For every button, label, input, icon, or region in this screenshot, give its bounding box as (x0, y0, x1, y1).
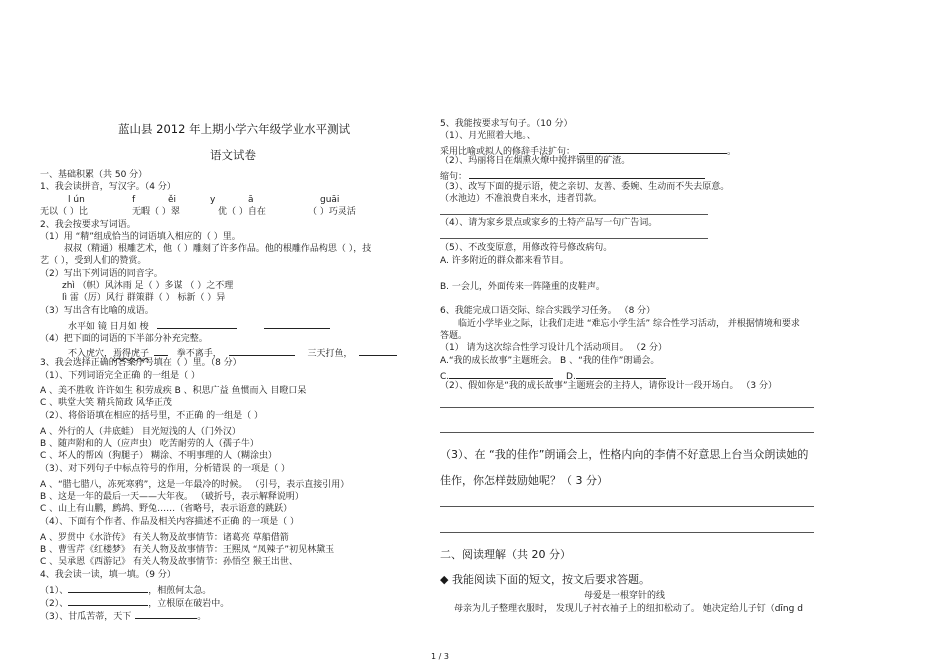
answer-blank[interactable] (135, 609, 197, 619)
q6-3-line-1: （3）、在 “我的佳作”朗诵会上，性格内向的李倩不好意思上台当众朗读她的 (440, 448, 809, 461)
q4-3 (40, 609, 206, 623)
q2-2-a: zhì （帜）风沐雨 足（ ）多谋 （ ）之不理 (62, 281, 234, 291)
q2-heading: 2、我会按要求写词语。 (40, 220, 136, 230)
q2-3-a (68, 319, 330, 333)
q5-2: （2）、玛丽将日在烟熏火燎中搅拌锅里的矿渣。 (440, 156, 631, 166)
option-d-label: D. (566, 372, 576, 382)
q6-intro-1: 临近小学毕业之际，让我们走进 “难忘小学生活” 综合性学习活动， 并根据情境和要求 (458, 319, 800, 329)
q1-word-2: 无暇（ ）翠 (132, 207, 180, 217)
q3-3-a: A 、“腊七腊八，冻死寒鸦”，这是一年最冷的时候。 （引号，表示直接引用） (40, 480, 350, 490)
q3-1-b: C 、哄堂大笑 精兵简政 风华正茂 (40, 398, 172, 408)
q3-3-c: C 、山上有山鹏，鹧鸪、野兔……（省略号，表示语意的跳跃） (40, 504, 293, 514)
q6-heading: 6、我能完成口语交际、综合实践学习任务。 （8 分） (440, 306, 656, 316)
answer-blank[interactable] (154, 346, 168, 356)
answer-line[interactable] (440, 214, 708, 215)
q3-4: （4）、下面有个作者、作品及相关内容描述不正确 的一项是（ ） (40, 517, 299, 527)
pinyin-2: f (132, 195, 136, 205)
q6-3-line-2: 佳作，你怎样鼓励她呢？（ 3 分） (440, 474, 608, 487)
pinyin-4: y (210, 195, 216, 205)
exam-title: 蓝山县 2012 年上期小学六年级学业水平测试 (118, 122, 351, 136)
q2-2: （2）写出下列词语的同音字。 (40, 269, 163, 279)
q4-3-prefix: （3）、甘瓜苦蒂，天下 (40, 612, 132, 622)
answer-line[interactable] (440, 432, 814, 433)
q6-1-a: A.“我的成长故事”主题班会。 B 、“我的佳作”朗诵会。 (440, 356, 660, 366)
q5-4: （4）、请为家乡景点或家乡的土特产品写一句广告词。 (440, 218, 658, 228)
q3-2-a: A 、外行的人（井底蛙） 目光短浅的人（门外汉） (40, 427, 241, 437)
pinyin-5: ā (248, 195, 254, 205)
q1-word-4: （ ）巧灵活 (308, 207, 356, 217)
q3-4-b: B 、曹雪芹《红楼梦》 有关人物及故事情节：王熙凤 “凤辣子”初见林黛玉 (40, 545, 335, 555)
q5-3: （3）、改写下面的提示语，使之亲切、友善、委婉、生动而不失去原意。 (440, 182, 730, 192)
q5-3-a: （水池边）不准浪费自来水，违者罚款。 (440, 194, 603, 204)
answer-blank[interactable] (469, 169, 705, 179)
q3-heading: 3、我会选择正确的答案序号填在（ ）里。（8 分） (40, 358, 242, 368)
q4-2 (40, 596, 229, 610)
idiom-prefix-2: 拳不离手， (176, 349, 222, 359)
q4-heading: 4、我会读一读，填一填。（9 分） (40, 570, 176, 580)
answer-blank[interactable] (359, 346, 397, 356)
passage-title: 母爱是一根穿针的线 (584, 591, 666, 601)
answer-line[interactable] (440, 532, 814, 533)
q5-5: （5）、不改变原意，用修改符号修改病句。 (440, 243, 613, 253)
q2-3: （3）写出含有比喻的成语。 (40, 306, 154, 316)
answer-blank[interactable] (68, 596, 148, 606)
answer-blank[interactable] (576, 369, 666, 379)
section-2-heading: 二、阅读理解（共 20 分） (440, 548, 571, 561)
q1-word-1: 无以（ ）比 (40, 207, 88, 217)
idiom-wavy: 焉得虎子 (113, 349, 150, 359)
answer-blank[interactable] (264, 319, 330, 329)
q2-1: （1）用 “精”组成恰当的词语填入相应的（ ）里。 (40, 232, 241, 242)
option-c-label: C. (440, 372, 450, 382)
answer-line[interactable] (440, 506, 814, 507)
q1-heading: 1、我会读拼音，写汉字。（4 分） (40, 182, 176, 192)
q4-1 (40, 583, 211, 597)
answer-blank[interactable] (229, 346, 295, 356)
answer-blank[interactable] (157, 319, 237, 329)
q6-intro-2: 答题。 (440, 331, 468, 341)
q5-heading: 5、我能按要求写句子。（10 分） (440, 119, 573, 129)
q3-3-b: B 、这是一年的最后一天——大年夜。 （破折号，表示解释说明） (40, 492, 304, 502)
section-2-instruction: ◆ 我能阅读下面的短文，按文后要求答题。 (440, 573, 650, 586)
q2-4: （4）把下面的词语的下半部分补充完整。 (40, 334, 208, 344)
q3-2-b: B 、随声附和的人（应声虫） 吃苦耐劳的人（孺子牛） (40, 439, 259, 449)
section-1-heading: 一、基础积累（共 50 分） (40, 170, 148, 180)
answer-line[interactable] (440, 238, 708, 239)
q4-2-suffix: ，立根原在破岩中。 (148, 599, 230, 609)
q2-1-line-1: 叔叔（精通）根雕艺术，他（ ）雕刻了许多作品。他的根雕作品构思（ ），技 (64, 244, 372, 254)
q5-1: （1）、月光照着大地。、 (440, 131, 536, 141)
q4-1-prefix: （1）、 (40, 586, 69, 596)
q4-3-suffix: 。 (197, 612, 207, 622)
q5-2-label: 缩句： (440, 172, 468, 182)
answer-line[interactable] (440, 407, 814, 408)
q5-2-a (440, 169, 705, 183)
pinyin-3: ěi (168, 195, 177, 205)
q3-2-c: C 、坏人的帮凶（狗腿子） 糊涂、不明事理的人（糊涂虫） (40, 451, 278, 461)
idiom-prefix-1: 不入虎穴， (68, 349, 114, 359)
pinyin-6: guāi (320, 195, 340, 205)
q5-5-a: A. 许多附近的群众都来看节目。 (440, 256, 569, 266)
page-number: 1 / 3 (431, 652, 449, 661)
q3-2: （2）、将俗语填在相应的括号里，不正确 的一组是（ ） (40, 411, 263, 421)
q3-1: （1）、下列词语完全正确 的一组是（ ） (40, 371, 200, 381)
q6-1: （1） 请为这次综合性学习设计几个活动项目。 （2 分） (440, 343, 668, 353)
answer-blank[interactable] (449, 369, 553, 379)
q2-2-b: lì 雷（厉）风行 群策群（ ） 标新（ ）异 (62, 293, 226, 303)
q4-2-prefix: （2）、 (40, 599, 69, 609)
exam-subtitle: 语文试卷 (210, 148, 256, 162)
idiom-prefix-3: 三天打鱼， (307, 349, 353, 359)
q3-1-a: A 、美不胜收 许许如生 积劳成疾 B 、积思广益 鱼惯而入 目瞪口呆 (40, 386, 307, 396)
pinyin-1: l ún (68, 195, 85, 205)
q6-2: （2）、假如你是“我的成长故事”主题班会的主持人，请你设计一段开场白。 （3 分） (440, 381, 778, 391)
q3-3: （3）、对下列句子中标点符号的作用，分析错误 的一项是（ ） (40, 464, 290, 474)
passage-line-1: 母亲为儿子整理衣服时， 发现儿子衬衣袖子上的纽扣松动了。 她决定给儿子钉（dīng d (454, 604, 803, 614)
q1-word-3: 优（ ）自在 (218, 207, 266, 217)
q2-1-line-2: 艺（ ），受到人们的赞赏。 (40, 256, 147, 266)
q5-5-b: B. 一会儿，外面传来一阵隆重的皮鞋声。 (440, 282, 605, 292)
q2-3-text: 水平如 镜 日月如 梭 (68, 322, 149, 332)
q5-1-end: 。 (727, 147, 737, 157)
q3-4-c: C 、吴承恩《西游记》 有关人物及故事情节：孙悟空 猴王出世、 (40, 557, 298, 567)
q4-1-suffix: ，相煎何太急。 (148, 586, 212, 596)
q3-4-a: A 、罗贯中《水浒传》 有关人物及故事情节：诸葛亮 草船借箭 (40, 533, 289, 543)
answer-blank[interactable] (68, 583, 148, 593)
answer-blank[interactable] (579, 144, 727, 154)
q5-1-instruction: 采用比喻或拟人的修辞手法扩句： (440, 147, 576, 157)
